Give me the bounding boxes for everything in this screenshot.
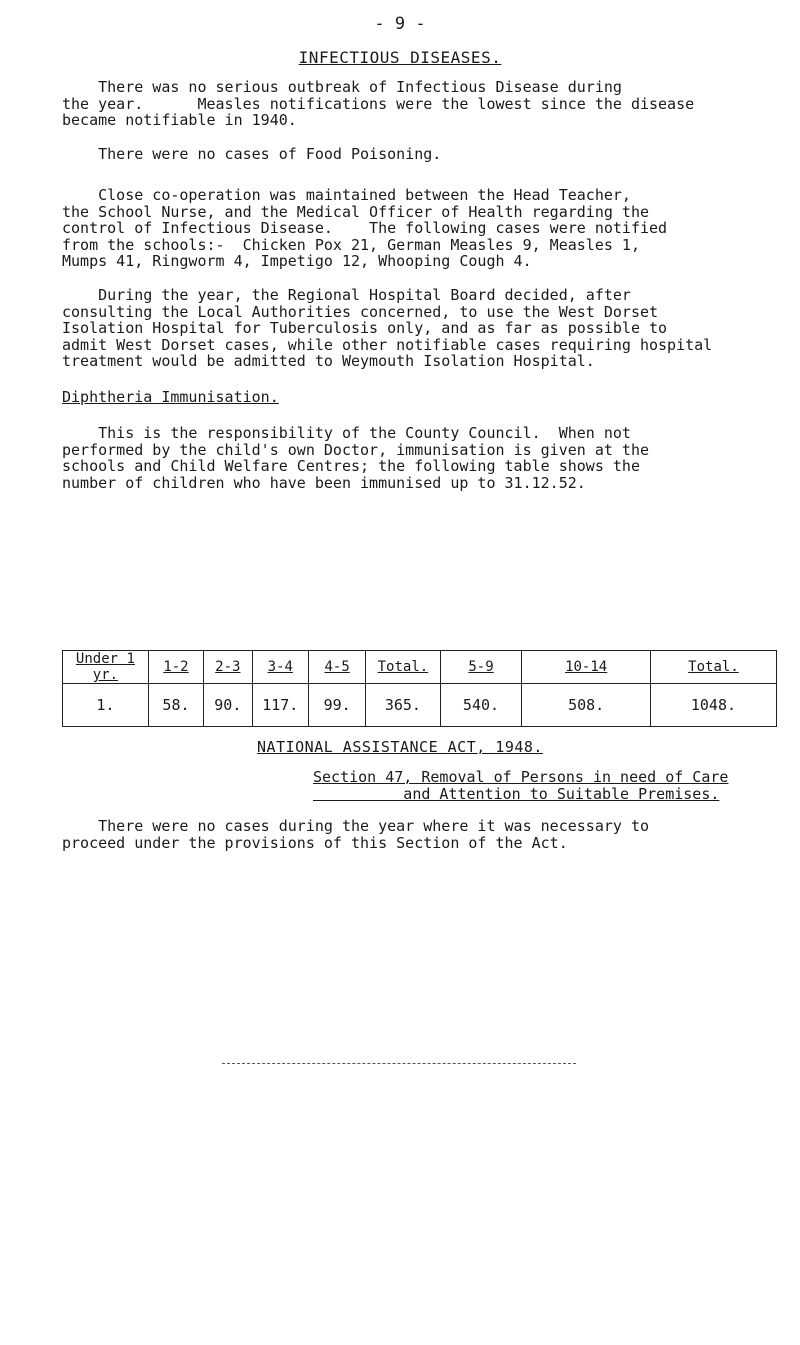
- page-number: - 9 -: [374, 14, 426, 34]
- table-cell: 117.: [252, 684, 308, 727]
- table-cell: 90.: [204, 684, 252, 727]
- paragraph-hospital-board: During the year, the Regional Hospital Board decided, after consulting the Local Authorities concerned, to use the West Dorset Isolation Hospital for Tuberculosis only, and as far as possible to admit West Dorset cases, while other notifiable cases requiring hospital treatment would be admitted to Weymouth Isolation Hospital.: [62, 286, 713, 370]
- table-row: [63, 684, 777, 727]
- page-title: INFECTIOUS DISEASES.: [298, 48, 502, 67]
- paragraph-outbreak: There was no serious outbreak of Infectious Disease during the year. Measles notifications were the lowest since the disease became notifiable in 1940.: [62, 78, 695, 129]
- table-cell: 508.: [522, 684, 651, 727]
- table-cell: 1048.: [650, 684, 776, 727]
- table-header-cell: 2-3: [204, 651, 252, 684]
- table-header-cell: Total.: [366, 651, 440, 684]
- paragraph-food-poisoning: There were no cases of Food Poisoning.: [62, 145, 442, 163]
- table-header-cell: Under 1 yr.: [63, 651, 149, 684]
- divider: [222, 1063, 576, 1064]
- table-header-cell: 5-9: [440, 651, 522, 684]
- immunisation-table: [62, 650, 777, 727]
- diphtheria-heading: Diphtheria Immunisation.: [62, 388, 279, 406]
- table-header-cell: Total.: [650, 651, 776, 684]
- section-47-heading: Section 47, Removal of Persons in need of Care and Attention to Suitable Premises.: [313, 768, 729, 803]
- table-cell: 365.: [366, 684, 440, 727]
- table-cell: 1.: [63, 684, 149, 727]
- table-cell: 58.: [148, 684, 203, 727]
- table-header-cell: 1-2: [148, 651, 203, 684]
- national-assistance-heading: NATIONAL ASSISTANCE ACT, 1948.: [257, 738, 543, 756]
- table-header-cell: 4-5: [309, 651, 366, 684]
- paragraph-cooperation: Close co-operation was maintained between the Head Teacher, the School Nurse, and the Medical Officer of Health regarding the control of Infectious Disease. The following cases were notified from the schools:- Chicken Pox 21, German Measles 9, Measles 1, Mumps 41, Ringworm 4, Impetigo 12, Whooping Cough 4.: [62, 186, 668, 270]
- table-header-cell: 3-4: [252, 651, 308, 684]
- table-header-cell: 10-14: [522, 651, 651, 684]
- paragraph-section-47: There were no cases during the year where it was necessary to proceed under the provisions of this Section of the Act.: [62, 817, 649, 852]
- table-cell: 540.: [440, 684, 522, 727]
- table-cell: 99.: [309, 684, 366, 727]
- table-header-row: [63, 651, 777, 684]
- paragraph-immunisation: This is the responsibility of the County Council. When not performed by the child's own Doctor, immunisation is given at the schools and Child Welfare Centres; the following table shows the number of children who have been immunised up to 31.12.52.: [62, 424, 649, 492]
